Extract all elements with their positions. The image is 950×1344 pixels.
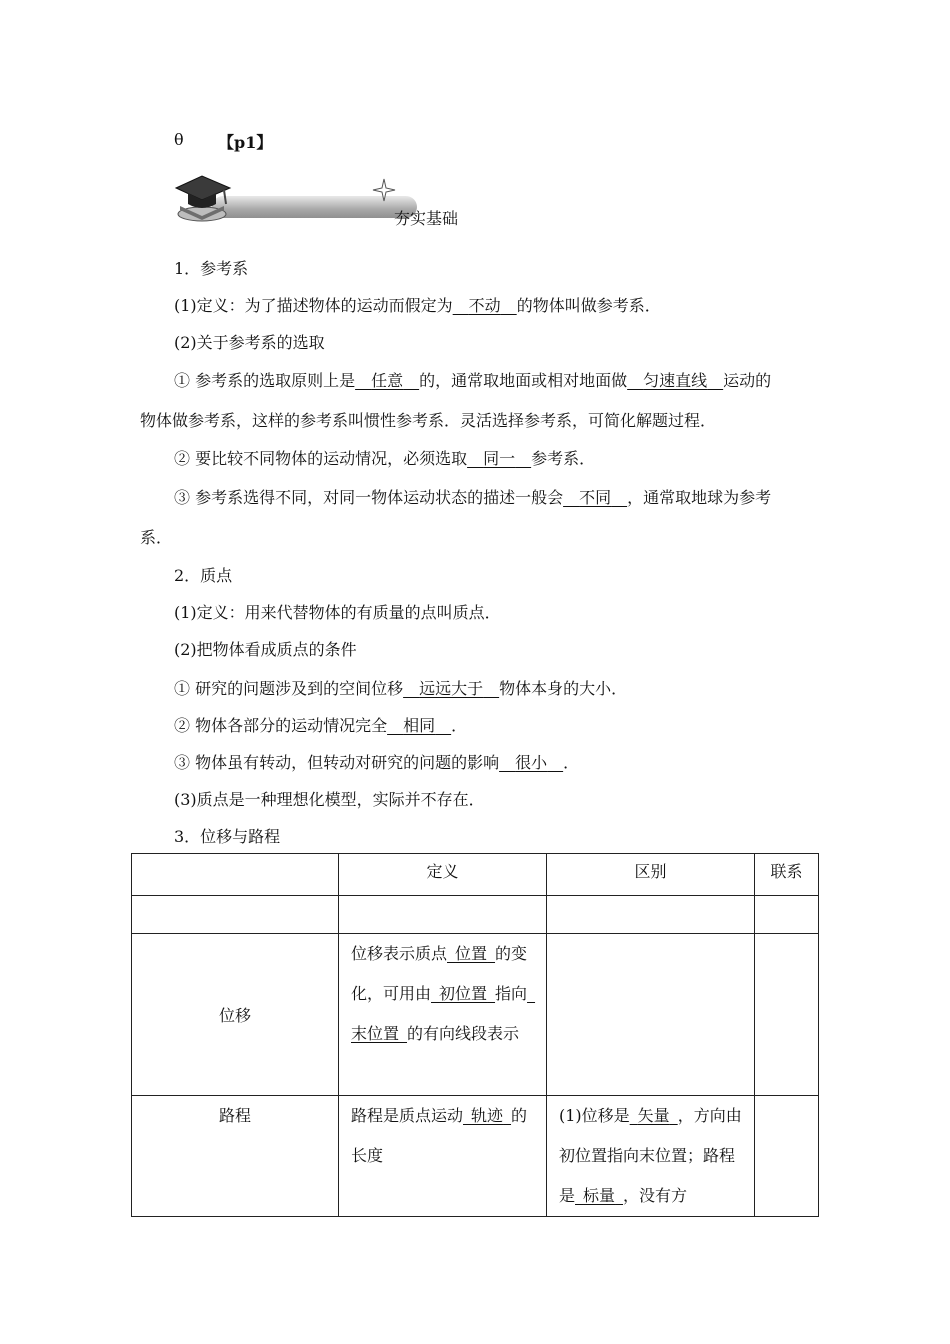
text: ① 研究的问题涉及到的空间位移 (174, 679, 404, 698)
section2-heading: 2．质点 (174, 566, 233, 585)
theta-symbol: θ (174, 130, 184, 149)
table-row-empty (132, 896, 819, 934)
graduation-cap-icon (172, 174, 234, 228)
section2-p3 (174, 676, 627, 699)
section1-p4 (174, 446, 595, 469)
blank-answer: 很小 (515, 753, 548, 772)
text: 参考系． (531, 449, 596, 468)
blank-answer: 任意 (371, 371, 404, 390)
banner-title: 夯实基础 (394, 209, 459, 228)
text: 的，通常取地面或相对地面做 (419, 371, 628, 390)
blank-answer: 远远大于 (419, 679, 484, 698)
text: 的物体叫做参考系． (516, 296, 661, 315)
section3-heading: 3．位移与路程 (174, 827, 281, 846)
header-cell (132, 854, 339, 896)
section-banner (172, 174, 472, 228)
section2-p5 (174, 750, 579, 773)
section2-p6: (3)质点是一种理想化模型，实际并不存在． (174, 790, 485, 809)
section1-p2: (2)关于参考系的选取 (174, 333, 325, 352)
section1-p5 (174, 485, 771, 508)
text: ． (451, 716, 468, 735)
section1-heading: 1．参考系 (174, 259, 249, 278)
text: ① 参考系的选取原则上是 (174, 371, 356, 390)
text: ，通常取地球为参考 (627, 488, 772, 507)
text: ③ 物体虽有转动，但转动对研究的问题的影响 (174, 753, 500, 772)
text: (1)定义：为了描述物体的运动而假定为 (174, 296, 453, 315)
text: ② 要比较不同物体的运动情况，必须选取 (174, 449, 468, 468)
section1-p5-cont: 系． (140, 528, 173, 547)
text: ② 物体各部分的运动情况完全 (174, 716, 388, 735)
header-cell: 区别 (547, 854, 755, 896)
row-name: 路程 (132, 1096, 339, 1217)
blank-answer: 不动 (468, 296, 501, 315)
section2-p2: (2)把物体看成质点的条件 (174, 640, 357, 659)
blank-answer: 匀速直线 (643, 371, 708, 390)
displacement-path-table (131, 853, 819, 1217)
blank-answer: 不同 (579, 488, 612, 507)
section2-p1: (1)定义：用来代替物体的有质量的点叫质点． (174, 603, 501, 622)
section1-p3-cont: 物体做参考系，这样的参考系叫惯性参考系．灵活选择参考系，可简化解题过程． (140, 411, 717, 430)
difference-cell: (1)位移是 矢量 ，方向由初位置指向末位置；路程是 标量 ，没有方 (547, 1096, 755, 1217)
definition-cell: 位移表示质点 位置 的变化，可用由 初位置 指向 末位置 的有向线段表示 (339, 934, 547, 1096)
text: 物体本身的大小． (499, 679, 628, 698)
blank-answer: 相同 (403, 716, 436, 735)
table-row-path (132, 1096, 819, 1217)
header-cell: 定义 (339, 854, 547, 896)
text: ③ 参考系选得不同，对同一物体运动状态的描述一般会 (174, 488, 564, 507)
text: 运动的 (723, 371, 772, 390)
definition-cell: 路程是质点运动 轨迹 的长度 (339, 1096, 547, 1217)
section1-p1 (174, 293, 661, 316)
table-header-row (132, 854, 819, 896)
section1-p3 (174, 368, 771, 391)
header-cell: 联系 (755, 854, 819, 896)
row-name: 位移 (132, 934, 339, 1096)
blank-answer: 同一 (483, 449, 516, 468)
table-row-displacement (132, 934, 819, 1096)
sparkle-icon (372, 178, 396, 202)
text: ． (563, 753, 580, 772)
page-ref: 【p1】 (218, 133, 273, 152)
section2-p4 (174, 713, 467, 736)
